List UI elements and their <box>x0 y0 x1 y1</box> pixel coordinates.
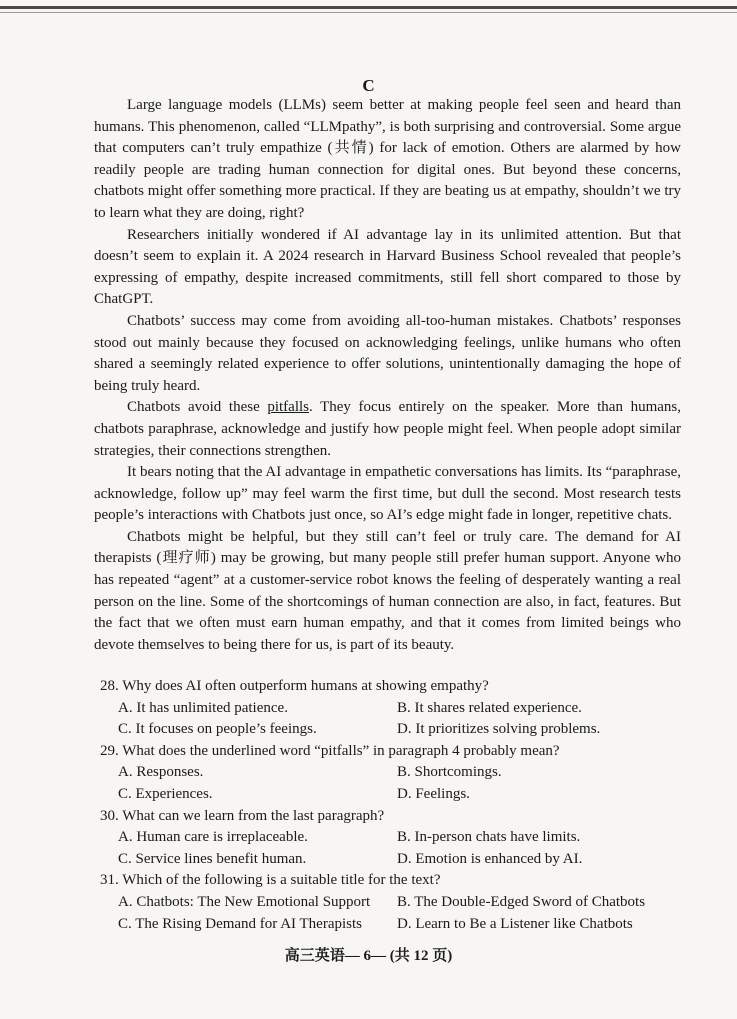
question-stem: 29. What does the underlined word “pitfalls” in paragraph 4 probably mean? <box>100 742 560 759</box>
option-b: B. Shortcomings. <box>397 764 502 781</box>
question-stem: 31. Which of the following is a suitable title for the text? <box>100 872 441 889</box>
paragraph-4-after: . They focus entirely on the speaker. More than humans, chatbots paraphrase, acknowledge and justify how people might feel. When people adopt similar strategies, their connections strengthen. <box>94 399 681 459</box>
section-heading: C <box>362 76 375 95</box>
option-b: B. It shares related experience. <box>397 699 582 716</box>
paragraph-5: It bears noting that the AI advantage in empathetic conversations has limits. Its “paraphrase, acknowledge, follow up” may feel warm the first time, but dull the second. Most research tests people’s interactions with Chatbots just once, so AI’s edge might fade in longer, repetitive chats. <box>94 464 681 524</box>
option-a: A. It has unlimited patience. <box>118 699 288 716</box>
top-border-rule <box>0 6 737 9</box>
option-a: A. Human care is irreplaceable. <box>118 829 308 846</box>
paragraph-4-before: Chatbots avoid these <box>127 399 268 416</box>
question-stem: 30. What can we learn from the last paragraph? <box>100 807 385 824</box>
option-c: C. Service lines benefit human. <box>118 850 307 867</box>
top-border-rule-thin <box>0 12 737 13</box>
underlined-word-pitfalls: pitfalls <box>267 399 310 416</box>
option-d: D. Learn to Be a Listener like Chatbots <box>397 915 633 932</box>
option-grid <box>100 762 690 805</box>
option-c: C. Experiences. <box>118 785 213 802</box>
paragraph-4 <box>94 397 681 462</box>
option-d: D. Feelings. <box>397 785 470 802</box>
option-grid <box>100 698 690 741</box>
question-list <box>100 676 690 935</box>
option-d: D. Emotion is enhanced by AI. <box>397 850 583 867</box>
option-a: A. Chatbots: The New Emotional Support <box>118 893 371 910</box>
paragraph-1: Large language models (LLMs) seem better at making people feel seen and heard than humans. This phenomenon, called “LLMpathy”, is both surprising and controversial. Some argue that computers can’t truly empathize (共情) for lack of emotion. Others are alarmed by how readily people are trading human connection for digital ones. But beyond these concerns, chatbots might offer something more practical. If they are beating us at empathy, shouldn’t we try to learn what they are doing, right? <box>94 97 681 221</box>
option-grid <box>100 892 690 935</box>
question-29 <box>100 741 690 806</box>
paragraph-6: Chatbots might be helpful, but they still can’t feel or truly care. The demand for AI therapists (理疗师) may be growing, but many people still prefer human support. Anyone who has repeated “agent” at a customer-service robot knows the feeling of desperately wanting a real person on the line. Some of the shortcomings of human connection are also, in fact, features. But the fact that we often must earn human empathy, and that it comes from limited beings who devote themselves to being there for us, is part of its beauty. <box>94 528 681 653</box>
option-c: C. It focuses on people’s feeings. <box>118 721 317 738</box>
question-stem: 28. Why does AI often outperform humans at showing empathy? <box>100 678 489 694</box>
option-b: B. The Double-Edged Sword of Chatbots <box>397 893 646 910</box>
option-b: B. In-person chats have limits. <box>397 829 581 846</box>
option-d: D. It prioritizes solving problems. <box>397 721 601 738</box>
article-body <box>94 95 681 656</box>
question-30 <box>100 806 690 871</box>
option-c: C. The Rising Demand for AI Therapists <box>118 915 362 932</box>
page-footer: 高三英语— 6— (共 12 页) <box>284 948 453 964</box>
paragraph-2: Researchers initially wondered if AI advantage lay in its unlimited attention. But that doesn’t seem to explain it. A 2024 research in Harvard Business School revealed that people’s expressing of empathy, despite increased commitments, still fell short compared to those by ChatGPT. <box>94 226 681 308</box>
question-31 <box>100 870 690 935</box>
question-28 <box>100 676 690 741</box>
paragraph-3: Chatbots’ success may come from avoiding all-too-human mistakes. Chatbots’ responses stood out mainly because they focused on acknowledging feelings, unlike humans who often shared a seemingly related experience to offer solutions, unintentionally damaging the hope of being truly heard. <box>94 312 681 394</box>
option-a: A. Responses. <box>118 764 204 781</box>
option-grid <box>100 827 690 870</box>
